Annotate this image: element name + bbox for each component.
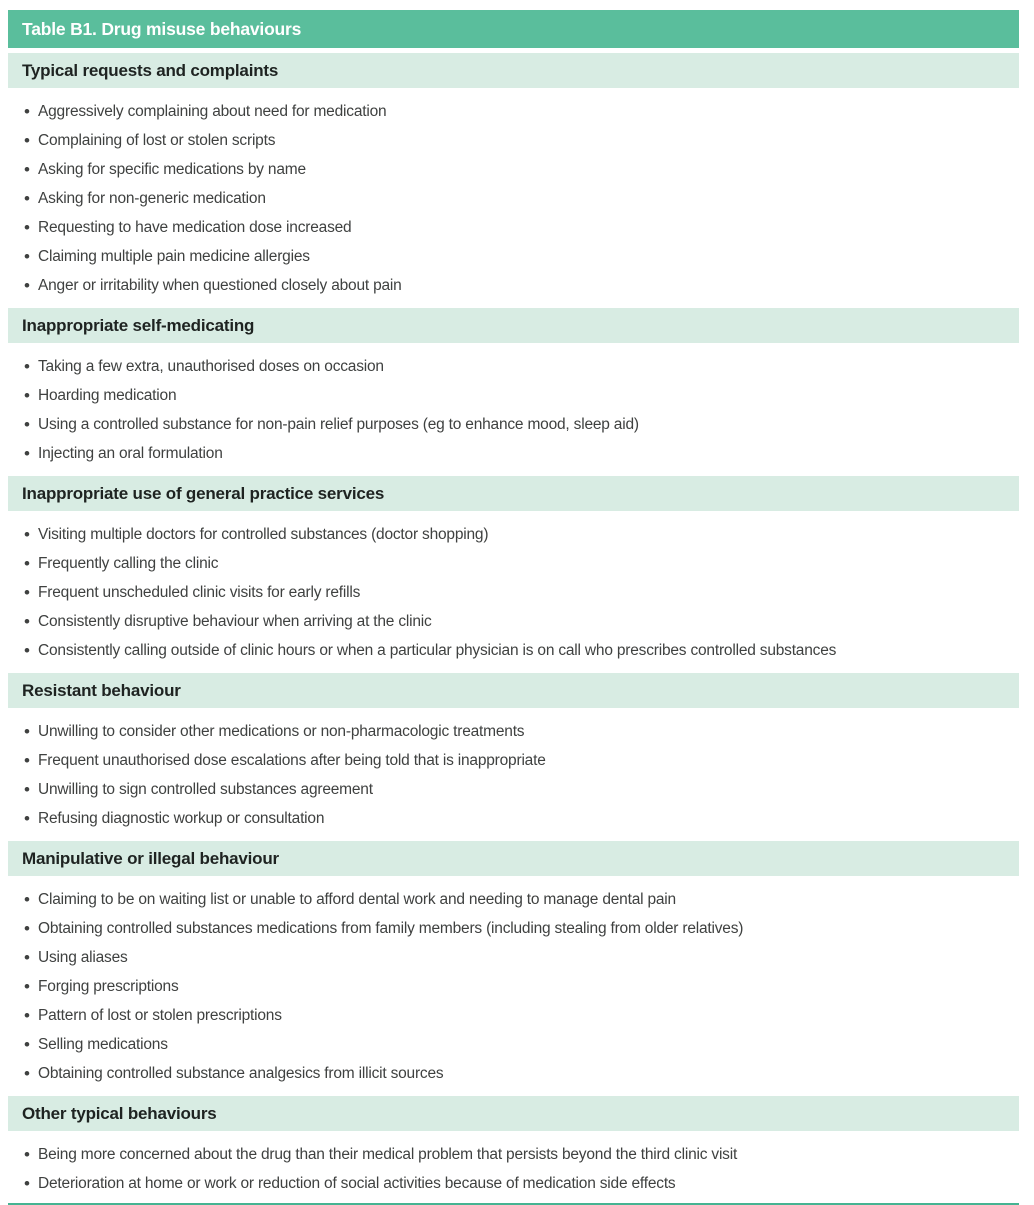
bullet-item: • Asking for non-generic medication	[8, 184, 1019, 213]
bullet-item: • Frequent unscheduled clinic visits for early refills	[8, 578, 1019, 607]
section-heading: Manipulative or illegal behaviour	[8, 841, 1019, 876]
bullet-item: • Refusing diagnostic workup or consultation	[8, 804, 1019, 833]
bullet-list	[8, 88, 1019, 308]
bullet-list	[8, 876, 1019, 1096]
table-section	[8, 673, 1019, 841]
bullet-item: • Consistently disruptive behaviour when arriving at the clinic	[8, 607, 1019, 636]
bullet-item: • Using aliases	[8, 943, 1019, 972]
section-heading: Other typical behaviours	[8, 1096, 1019, 1131]
bullet-item: • Taking a few extra, unauthorised doses on occasion	[8, 352, 1019, 381]
bullet-item: • Consistently calling outside of clinic hours or when a particular physician is on call who prescribes controlled substances	[8, 636, 1019, 665]
bullet-item: • Deterioration at home or work or reduction of social activities because of medication side effects	[8, 1169, 1019, 1198]
table-sections	[8, 53, 1019, 1201]
table-section	[8, 53, 1019, 308]
table-title: Table B1. Drug misuse behaviours	[22, 18, 302, 39]
bullet-item: • Pattern of lost or stolen prescriptions	[8, 1001, 1019, 1030]
bullet-item: • Unwilling to consider other medications or non-pharmacologic treatments	[8, 717, 1019, 746]
bullet-item: • Forging prescriptions	[8, 972, 1019, 1001]
bullet-item: • Selling medications	[8, 1030, 1019, 1059]
bullet-item: • Requesting to have medication dose increased	[8, 213, 1019, 242]
bullet-list	[8, 343, 1019, 476]
bullet-item: • Hoarding medication	[8, 381, 1019, 410]
bullet-item: • Being more concerned about the drug than their medical problem that persists beyond the third clinic visit	[8, 1140, 1019, 1169]
bullet-item: • Frequent unauthorised dose escalations after being told that is inappropriate	[8, 746, 1019, 775]
bullet-item: • Using a controlled substance for non-pain relief purposes (eg to enhance mood, sleep aid)	[8, 410, 1019, 439]
bullet-item: • Obtaining controlled substance analgesics from illicit sources	[8, 1059, 1019, 1088]
table-section	[8, 841, 1019, 1096]
bullet-item: • Visiting multiple doctors for controlled substances (doctor shopping)	[8, 520, 1019, 549]
bullet-item: • Complaining of lost or stolen scripts	[8, 126, 1019, 155]
bullet-list	[8, 511, 1019, 673]
bullet-item: • Unwilling to sign controlled substances agreement	[8, 775, 1019, 804]
table-section	[8, 308, 1019, 476]
bullet-item: • Frequently calling the clinic	[8, 549, 1019, 578]
section-heading: Inappropriate self-medicating	[8, 308, 1019, 343]
table-title-bar	[8, 10, 1019, 48]
bullet-item: • Obtaining controlled substances medications from family members (including stealing from older relatives)	[8, 914, 1019, 943]
bullet-item: • Claiming to be on waiting list or unable to afford dental work and needing to manage dental pain	[8, 885, 1019, 914]
bullet-item: • Aggressively complaining about need for medication	[8, 97, 1019, 126]
section-heading: Inappropriate use of general practice services	[8, 476, 1019, 511]
bullet-item: • Injecting an oral formulation	[8, 439, 1019, 468]
bullet-item: • Anger or irritability when questioned closely about pain	[8, 271, 1019, 300]
table-section	[8, 1096, 1019, 1201]
bullet-item: • Claiming multiple pain medicine allergies	[8, 242, 1019, 271]
bullet-list	[8, 1131, 1019, 1201]
table-section	[8, 476, 1019, 673]
section-heading: Typical requests and complaints	[8, 53, 1019, 88]
bullet-list	[8, 708, 1019, 841]
bullet-item: • Asking for specific medications by name	[8, 155, 1019, 184]
section-heading: Resistant behaviour	[8, 673, 1019, 708]
